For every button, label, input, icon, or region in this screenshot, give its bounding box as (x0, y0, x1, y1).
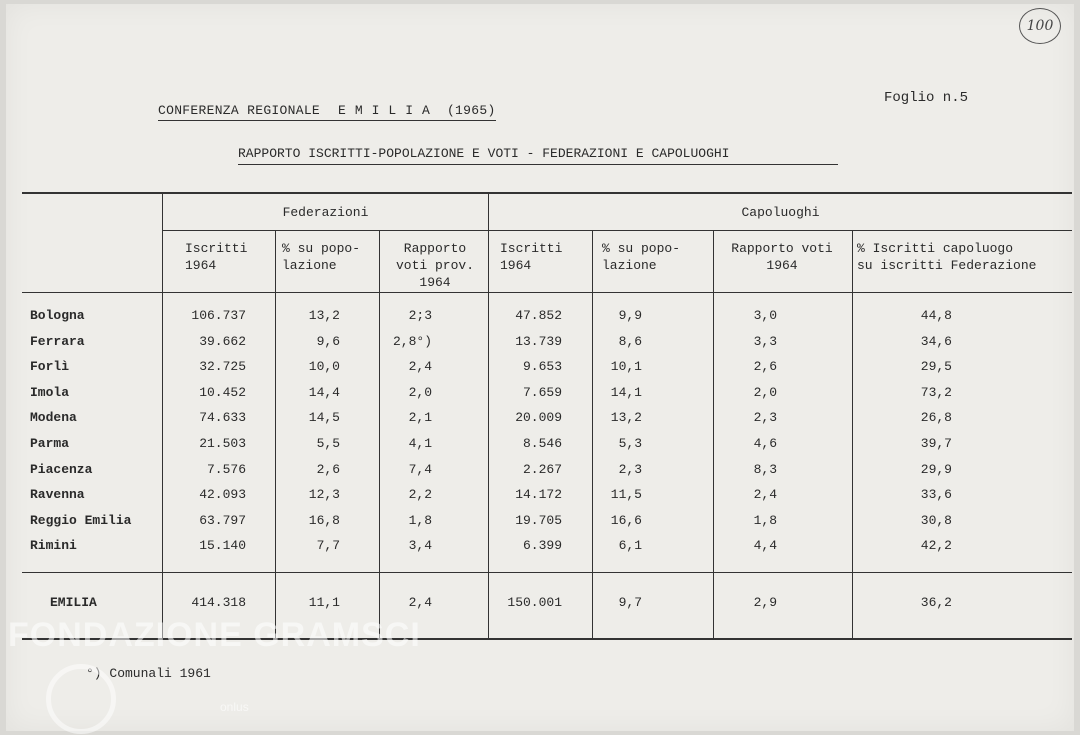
table-cell: 7.576 (206, 461, 246, 477)
table-cell: 4,6 (753, 436, 777, 451)
table-cell: 2,0 (753, 384, 777, 400)
watermark-text: FONDAZIONE GRAMSCI (8, 616, 421, 654)
table-cell: 414.318 (191, 595, 246, 610)
col-rule (379, 230, 380, 638)
table-cell: 19.705 (515, 512, 562, 528)
document-header (158, 103, 496, 121)
table-cell: 16,6 (610, 512, 642, 528)
table-cell: 2,1 (408, 410, 432, 426)
col-header-rapporto-cap: Rapporto voti 1964 (731, 241, 833, 273)
row-name: Piacenza (30, 461, 93, 477)
table-cell: 1,8 (753, 512, 777, 528)
table-cell: 10,1 (610, 359, 642, 375)
col-header-iscritti-fed: Iscritti 1964 (185, 241, 248, 273)
table-cell: 21.503 (199, 436, 246, 451)
data-table (22, 192, 1072, 642)
table-cell: 4,4 (753, 538, 777, 554)
table-cell: 13,2 (610, 410, 642, 426)
table-cell: 2,2 (408, 487, 432, 503)
table-cell: 2,8°) (392, 333, 432, 349)
table-cell: 47.852 (515, 308, 562, 323)
col-rule (488, 192, 489, 638)
table-cell: 4,1 (408, 436, 432, 451)
table-cell: 5,5 (316, 436, 340, 451)
table-cell: 73,2 (920, 384, 952, 400)
table-cell: 2,6 (753, 359, 777, 375)
table-cell: 9,7 (618, 595, 642, 610)
row-name: Modena (30, 410, 77, 426)
table-cell: 2;3 (408, 308, 432, 323)
sheet-number: Foglio n.5 (884, 90, 969, 106)
table-cell: 42,2 (920, 538, 952, 554)
table-cell: 5,3 (618, 436, 642, 451)
col-header-iscritti-cap: Iscritti 1964 (500, 241, 563, 273)
col-rule (713, 230, 714, 638)
table-cell: 34,6 (920, 333, 952, 349)
table-cell: 30,8 (920, 512, 952, 528)
table-cell: 11,1 (308, 595, 340, 610)
col-rule (852, 230, 853, 638)
region-label: EMILIA (338, 103, 439, 118)
group-header-capoluoghi: Capoluoghi (741, 205, 820, 220)
row-name: Reggio Emilia (30, 512, 132, 528)
col-header-pct-cap: % su popo- lazione (602, 241, 681, 273)
table-cell: 2.267 (522, 461, 562, 477)
table-cell: 2,3 (618, 461, 642, 477)
table-cell: 2,4 (408, 595, 432, 610)
table-cell: 106.737 (191, 308, 246, 323)
table-cell: 39.662 (199, 333, 246, 349)
table-cell: 6,1 (618, 538, 642, 554)
table-cell: 63.797 (199, 512, 246, 528)
col-header-pct-fed: % su popo- lazione (282, 241, 361, 273)
table-cell: 150.001 (507, 595, 562, 610)
total-rule (22, 572, 1072, 573)
table-cell: 36,2 (920, 595, 952, 610)
table-cell: 6.399 (522, 538, 562, 554)
table-cell: 14.172 (515, 487, 562, 503)
table-cell: 2,3 (753, 410, 777, 426)
group-rule (163, 230, 1072, 231)
table-cell: 44,8 (920, 308, 952, 323)
row-name: Bologna (30, 308, 85, 323)
table-cell: 7.659 (522, 384, 562, 400)
row-name: EMILIA (50, 595, 97, 610)
table-cell: 14,1 (610, 384, 642, 400)
page-number: 100 (1019, 8, 1061, 44)
table-cell: 10,0 (308, 359, 340, 375)
table-cell: 39,7 (920, 436, 952, 451)
table-cell: 9,6 (316, 333, 340, 349)
table-cell: 9.653 (522, 359, 562, 375)
col-rule (592, 230, 593, 638)
row-name: Ferrara (30, 333, 85, 349)
table-cell: 9,9 (618, 308, 642, 323)
table-cell: 74.633 (199, 410, 246, 426)
table-cell: 3,0 (753, 308, 777, 323)
col-header-rapporto-fed: Rapporto voti prov. 1964 (395, 241, 474, 290)
table-cell: 29,5 (920, 359, 952, 375)
table-cell: 7,4 (408, 461, 432, 477)
group-header-federazioni: Federazioni (282, 205, 369, 220)
document-subtitle: RAPPORTO ISCRITTI-POPOLAZIONE E VOTI - FEDERAZIONI E CAPOLUOGHI (238, 146, 838, 165)
table-cell: 10.452 (199, 384, 246, 400)
row-name: Imola (30, 384, 70, 400)
row-name: Parma (30, 436, 70, 451)
table-cell: 13,2 (308, 308, 340, 323)
watermark-logo-icon (46, 664, 116, 734)
table-cell: 2,6 (316, 461, 340, 477)
table-cell: 16,8 (308, 512, 340, 528)
table-cell: 29,9 (920, 461, 952, 477)
header-rule (22, 292, 1072, 293)
table-cell: 3,3 (753, 333, 777, 349)
col-rule (162, 192, 163, 638)
table-cell: 8.546 (522, 436, 562, 451)
table-cell: 42.093 (199, 487, 246, 503)
table-cell: 14,4 (308, 384, 340, 400)
row-name: Forlì (30, 359, 70, 375)
table-cell: 33,6 (920, 487, 952, 503)
table-top-rule (22, 192, 1072, 194)
table-cell: 11,5 (610, 487, 642, 503)
table-cell: 8,3 (753, 461, 777, 477)
table-cell: 13.739 (515, 333, 562, 349)
col-rule (275, 230, 276, 638)
footnote: °) Comunali 1961 (86, 666, 211, 681)
table-cell: 15.140 (199, 538, 246, 554)
table-cell: 32.725 (199, 359, 246, 375)
row-name: Ravenna (30, 487, 85, 503)
table-cell: 2,9 (753, 595, 777, 610)
watermark-suffix: onlus (220, 700, 249, 714)
table-cell: 7,7 (316, 538, 340, 554)
table-cell: 1,8 (408, 512, 432, 528)
table-cell: 26,8 (920, 410, 952, 426)
conference-label: CONFERENZA REGIONALE (158, 103, 321, 118)
year-label: (1965) (446, 103, 496, 118)
table-cell: 3,4 (408, 538, 432, 554)
table-cell: 2,0 (408, 384, 432, 400)
table-cell: 2,4 (753, 487, 777, 503)
table-cell: 14,5 (308, 410, 340, 426)
table-cell: 8,6 (618, 333, 642, 349)
row-name: Rimini (30, 538, 77, 554)
col-header-pct-iscritti: % Iscritti capoluogo su iscritti Federazione (857, 241, 1037, 273)
table-cell: 2,4 (408, 359, 432, 375)
table-cell: 20.009 (515, 410, 562, 426)
table-cell: 12,3 (308, 487, 340, 503)
